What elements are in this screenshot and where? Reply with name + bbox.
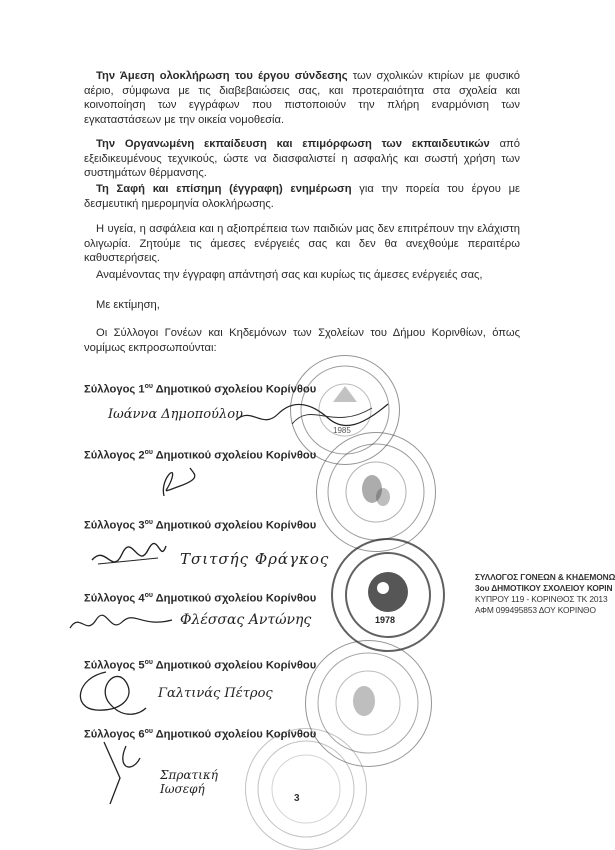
association-label-3 xyxy=(84,516,316,533)
paragraph-gas-connection xyxy=(84,69,520,127)
association-label-1 xyxy=(84,380,316,397)
assoc-prefix: Σύλλογος 4 xyxy=(84,592,145,605)
signature-scribble-3 xyxy=(88,540,168,580)
signature-scribble-2 xyxy=(150,460,200,500)
signature-scribble-1 xyxy=(232,396,392,436)
paragraph-regards: Με εκτίμηση, xyxy=(96,299,160,311)
paragraph-bold: Τη Σαφή και επίσημη (έγγραφη) ενημέρωση xyxy=(96,183,352,195)
association-stamp-2 xyxy=(316,432,436,552)
assoc-sup: ου xyxy=(144,383,153,390)
paragraph-text: από εξειδικευμένους τεχνικούς, ώστε να διασφαλιστεί η ασφαλής και σωστή χρήση των συστημάτων θέρμανσης. xyxy=(84,138,520,180)
paragraph-text: για την πορεία του έργου με δεσμευτική ημερομηνία ολοκλήρωσης. xyxy=(84,183,520,210)
assoc-suffix: Δημοτικού σχολείου Κορίνθου xyxy=(152,519,317,532)
assoc-sup: ου xyxy=(144,449,153,456)
association-stamp-3 xyxy=(331,538,445,652)
signature-name-5: Γαλτινάς Πέτρος xyxy=(158,686,273,701)
rect-stamp-line-2: 3ου ΔΗΜΟΤΙΚΟΥ ΣΧΟΛΕΙΟΥ ΚΟΡΙΝ xyxy=(475,583,613,593)
assoc-sup: ου xyxy=(144,659,153,666)
assoc-prefix: Σύλλογος 2 xyxy=(84,449,145,462)
assoc-prefix: Σύλλογος 6 xyxy=(84,728,145,741)
paragraph-training xyxy=(84,137,520,181)
signature-name-6: Σπρατική Ιωσεφή xyxy=(160,768,218,796)
association-stamp-5 xyxy=(245,728,367,850)
paragraph-associations-intro: Οι Σύλλογοι Γονέων και Κηδεμόνων των Σχολείων του Δήμου Κορινθίων, όπως νομίμως εκπροσωπούνται: xyxy=(84,327,520,354)
paragraph-bold: Την Άμεση ολοκλήρωση του έργου σύνδεσης xyxy=(96,70,348,82)
assoc-sup: ου xyxy=(144,592,153,599)
stamp-1-year: 1985 xyxy=(333,426,351,435)
stamp-3-year: 1978 xyxy=(375,615,396,625)
assoc-prefix: Σύλλογος 1 xyxy=(84,383,145,396)
assoc-sup: ου xyxy=(144,728,153,735)
assoc-suffix: Δημοτικού σχολείου Κορίνθου xyxy=(152,383,317,396)
stamp-5-graphic xyxy=(246,729,366,849)
assoc-suffix: Δημοτικού σχολείου Κορίνθου xyxy=(152,449,317,462)
page-number: 3 xyxy=(294,793,300,804)
signature-name-3: Τσιτσής Φράγκος xyxy=(180,550,330,568)
signature-name-4: Φλέσσας Αντώνης xyxy=(180,612,312,628)
paragraph-bold: Την Οργανωμένη εκπαίδευση και επιμόρφωση των εκπαιδευτικών xyxy=(96,138,490,150)
stamp-2-graphic xyxy=(317,433,435,551)
paragraph-awaiting: Αναμένοντας την έγγραφη απάντησή σας και κυρίως τις άμεσες ενέργειές σας, xyxy=(96,269,483,281)
assoc-prefix: Σύλλογος 3 xyxy=(84,519,145,532)
assoc-suffix: Δημοτικού σχολείου Κορίνθου xyxy=(152,592,317,605)
rect-stamp-line-1: ΣΥΛΛΟΓΟΣ ΓΟΝΕΩΝ & ΚΗΔΕΜΟΝΩ xyxy=(475,572,615,582)
rect-stamp-line-4: ΑΦΜ 099495853 ΔΟΥ ΚΟΡΙΝΘΟ xyxy=(475,605,596,615)
assoc-suffix: Δημοτικού σχολείου Κορίνθου xyxy=(152,728,317,741)
paragraph-information xyxy=(84,182,520,211)
assoc-suffix: Δημοτικού σχολείου Κορίνθου xyxy=(152,659,317,672)
association-rect-stamp xyxy=(475,572,615,616)
paragraph-text: των σχολικών κτιρίων με φυσικό αέριο, σύμφωνα με τις διαβεβαιώσεις σας, και προτεραιότητα στα σχολεία και κοινοποίηση των εγγράφων που πιστοποιούν την πλήρη εναρμόνιση των εγκαταστάσεων με την οικεία νομοθεσία. xyxy=(84,70,520,126)
paragraph-health: Η υγεία, η ασφάλεια και η αξιοπρέπεια των παιδιών μας δεν επιτρέπουν την ελάχιστη ολιγωρία. Ζητούμε τις άμεσες ενέργειές σας και δεν θα ανεχθούμε περαιτέρω καθυστερήσεις. xyxy=(84,223,520,265)
signature-scribble-5 xyxy=(66,668,150,718)
signature-scribble-4 xyxy=(66,606,176,640)
assoc-sup: ου xyxy=(144,519,153,526)
association-label-2 xyxy=(84,446,316,463)
rect-stamp-line-3: ΚΥΠΡΟΥ 119 - ΚΟΡΙΝΘΟΣ ΤΚ 2013 xyxy=(475,594,608,604)
assoc-prefix: Σύλλογος 5 xyxy=(84,659,145,672)
stamp-3-graphic xyxy=(333,540,443,650)
signature-scribble-6 xyxy=(96,738,146,808)
association-label-4 xyxy=(84,589,316,606)
signature-name-1: Ιωάννα Δημοπούλου xyxy=(108,407,243,422)
